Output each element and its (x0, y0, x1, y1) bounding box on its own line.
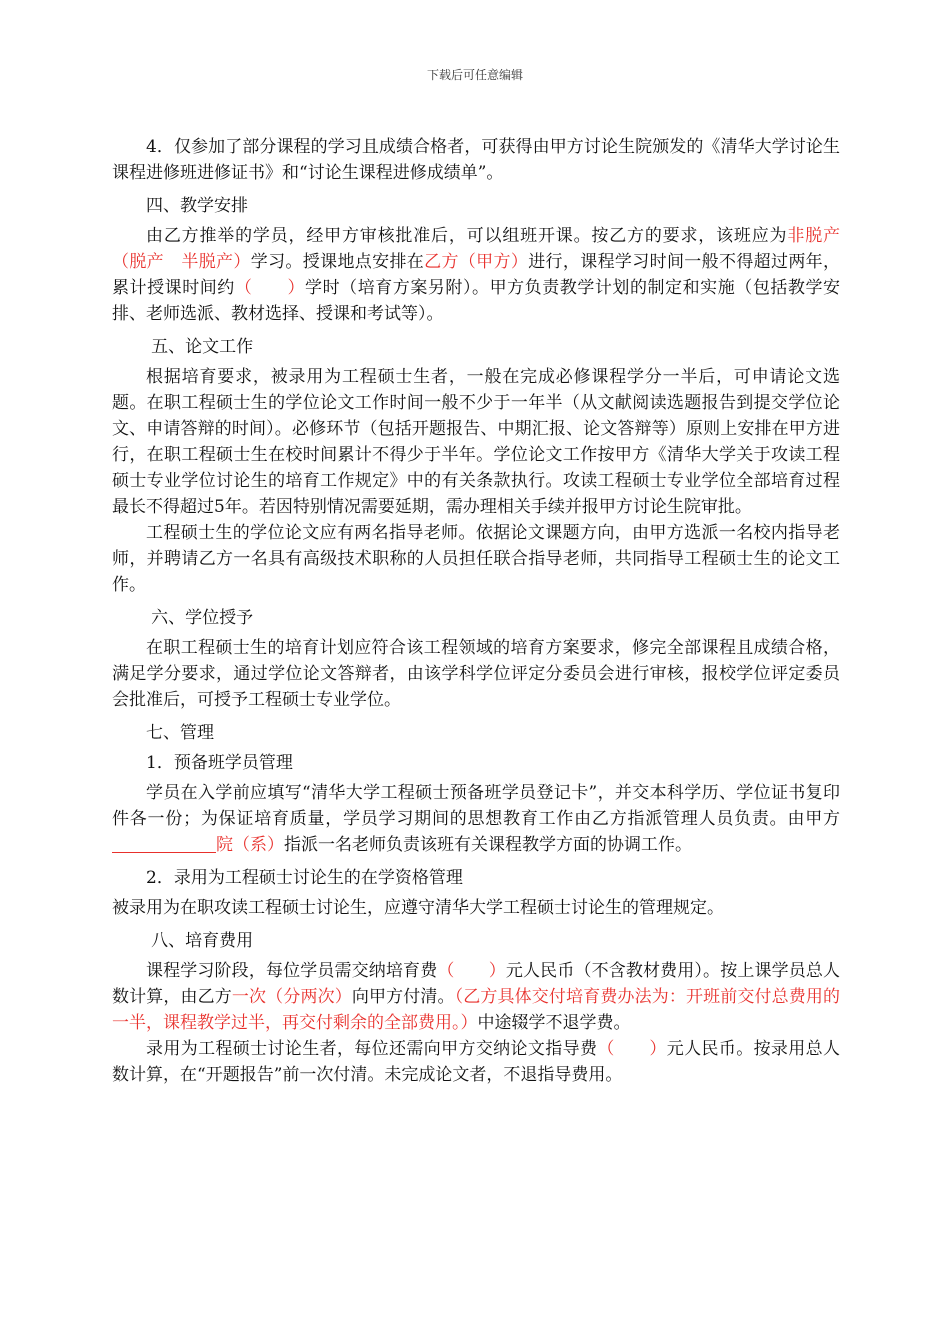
document-body (112, 134, 840, 1088)
section-heading-management: 七、管理 (146, 723, 214, 743)
teaching-text-c: 进行，课程学习时间一般不得超过两年，累计授课时间约 (112, 252, 841, 298)
teaching-hours-blank: （ ） (234, 278, 306, 298)
degree-para: 在职工程硕士生的培育计划应符合该工程领域的培育方案要求，修完全部课程且成绩合格，满足学分要求，通过学位论文答辩者，由该学科学位评定分委员会进行审核，报校学位评定委员会批准后，可授予工程硕士专业学位。 (112, 638, 840, 710)
management-sub-1: 1．预备班学员管理 (146, 753, 293, 773)
fees-text-a: 课程学习阶段，每位学员需交纳培育费 (146, 961, 438, 981)
management-text-a: 学员在入学前应填写“清华大学工程硕士预备班学员登记卡”，并交本科学历、学位证书复印件各一份；为保证培育质量，学员学习期间的思想教育工作由乙方指派管理人员负责。由甲方 (112, 783, 840, 829)
section-heading-teaching: 四、教学安排 (146, 196, 248, 216)
teaching-text-b: 学习。授课地点安排在 (250, 252, 425, 272)
management-sub-2: 2．录用为工程硕士讨论生的在学资格管理 (146, 868, 463, 888)
payment-method-note: （乙方具体交付培育费办法为：开班前交付总费用的一半，课程教学过半，再交付剩余的全部费用。） (112, 987, 841, 1033)
management-text-b: 指派一名老师负责该班有关课程教学方面的协调工作。 (284, 835, 692, 855)
department-label: 院（系） (216, 835, 284, 855)
fees2-text-a: 录用为工程硕士讨论生者，每位还需向甲方交纳论文指导费 (146, 1039, 598, 1059)
management-para-2: 被录用为在职攻读工程硕士讨论生，应遵守清华大学工程硕士讨论生的管理规定。 (112, 898, 724, 918)
thesis-para-2: 工程硕士生的学位论文应有两名指导老师。依据论文课题方向，由甲方选派一名校内指导老师，并聘请乙方一名具有高级技术职称的人员担任联合指导老师，共同指导工程硕士生的论文工作。 (112, 523, 840, 595)
teaching-place-option: 乙方（甲方） (424, 252, 529, 272)
study-mode-option: 非脱产（脱产 半脱产） (112, 226, 841, 272)
section-heading-fees: 八、培育费用 (151, 931, 254, 951)
guidance-fee-blank: （ ） (597, 1039, 667, 1059)
tuition-fee-blank: （ ） (437, 961, 506, 981)
fees-para-2 (112, 1036, 840, 1088)
teaching-text-d: 学时（培育方案另附）。甲方负责教学计划的制定和实施（包括教学安排、老师选派、教材选择、授课和考试等）。 (112, 278, 841, 324)
fees-para-1 (112, 958, 840, 1036)
section-heading-thesis: 五、论文工作 (151, 337, 254, 357)
fees-text-b: 元人民币（不含教材费用）。按上课学员总人数计算，由乙方 (112, 961, 841, 1007)
fees-text-c: 向甲方付清。 (351, 987, 455, 1007)
payment-count-option: 一次（分两次） (231, 987, 352, 1007)
teaching-text-a: 由乙方推举的学员，经甲方审核批准后，可以组班开课。按乙方的要求，该班应为 (146, 226, 788, 246)
department-blank-line (112, 834, 216, 853)
section-teaching-body (112, 223, 840, 327)
thesis-para-1: 根据培育要求，被录用为工程硕士生者，一般在完成必修课程学分一半后，可申请论文选题。在职工程硕士生的学位论文工作时间一般不少于一年半（从文献阅读选题报告到提交学位论文、申请答辩的时间）。必修环节（包括开题报告、中期汇报、论文答辩等）原则上安排在甲方进行，在职工程硕士生在校时间累计不得少于半年。学位论文工作按甲方《清华大学关于攻读工程硕士专业学位讨论生的培育工作规定》中的有关条款执行。攻读工程硕士专业学位全部培育过程最长不得超过5年。若因特别情况需要延期，需办理相关手续并报甲方讨论生院审批。 (112, 367, 840, 517)
fees2-text-b: 元人民币。按录用总人数计算，在“开题报告”前一次付清。未完成论文者，不退指导费用。 (112, 1039, 841, 1085)
section-heading-degree: 六、学位授予 (151, 608, 254, 628)
management-para-1 (112, 780, 840, 858)
clause-4-text: 4．仅参加了部分课程的学习且成绩合格者，可获得由甲方讨论生院颁发的《清华大学讨论生课程进修班进修证书》和“讨论生课程进修成绩单”。 (112, 137, 840, 183)
page-header-note: 下载后可任意编辑 (426, 68, 523, 82)
fees-text-d: 中途辍学不退学费。 (477, 1013, 631, 1033)
